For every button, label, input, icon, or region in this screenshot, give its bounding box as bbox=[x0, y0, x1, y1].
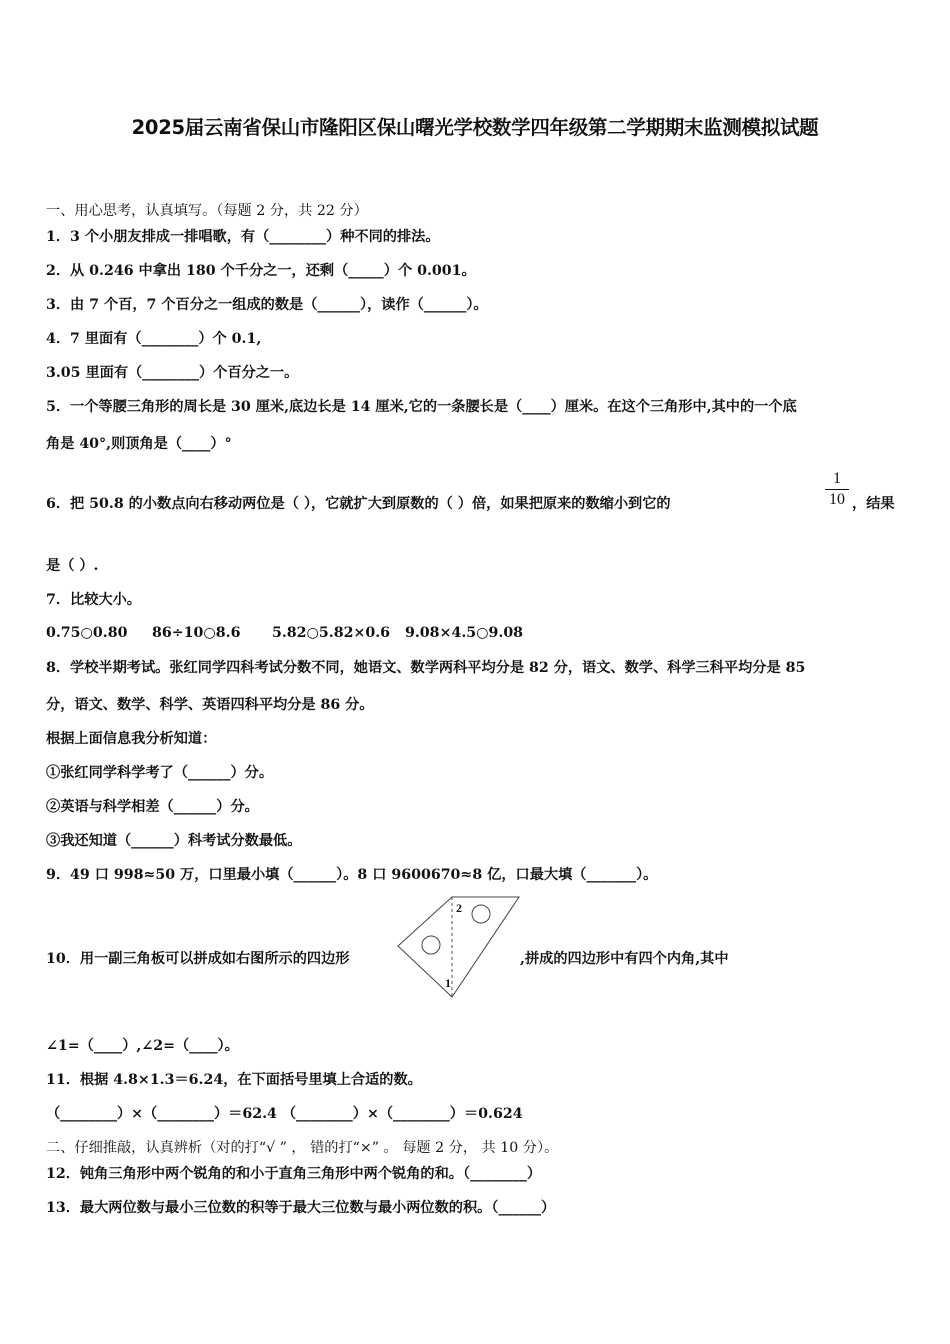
question-10-line-2: ∠1=（____）,∠2=（____）。 bbox=[46, 1038, 239, 1054]
question-8-line-2: 分，语文、数学、科学、英语四科平均分是 86 分。 bbox=[46, 697, 374, 713]
angle-label-2: 2 bbox=[456, 901, 462, 915]
question-10-tail: ,拼成的四边形中有四个内角,其中 bbox=[520, 951, 729, 967]
question-4-line-2: 3.05 里面有（________）个百分之一。 bbox=[46, 365, 299, 381]
section-2-heading: 二、仔细推敲，认真辨析（对的打“√ ” ， 错的打“×” 。 每题 2 分， 共 10 分）。 bbox=[46, 1140, 559, 1156]
compare-item: 0.75○0.80 bbox=[46, 625, 128, 641]
question-13: 13．最大两位数与最小三位数的积等于最大三位数与最小两位数的积。（______） bbox=[46, 1200, 556, 1216]
question-11: 11．根据 4.8×1.3＝6.24，在下面括号里填上合适的数。 bbox=[46, 1072, 422, 1088]
compare-item: 86÷10○8.6 bbox=[152, 625, 241, 641]
question-11-blanks: （________）×（________）＝62.4 （________）×（________）＝0.624 bbox=[46, 1106, 523, 1122]
quadrilateral-figure bbox=[395, 893, 525, 1007]
question-7: 7．比较大小。 bbox=[46, 592, 141, 608]
question-12: 12．钝角三角形中两个锐角的和小于直角三角形中两个锐角的和。（________） bbox=[46, 1166, 542, 1182]
fraction-bar bbox=[825, 489, 849, 490]
question-8-sub-1: ①张红同学科学考了（______）分。 bbox=[46, 765, 274, 781]
question-6-tail: ，结果 bbox=[852, 496, 895, 512]
compare-item: 9.08×4.5○9.08 bbox=[405, 625, 524, 641]
question-8-sub-3: ③我还知道（______）科考试分数最低。 bbox=[46, 833, 302, 849]
question-6-line-1: 6．把 50.8 的小数点向右移动两位是（ ），它就扩大到原数的（ ）倍，如果把原来的数缩小到它的 bbox=[46, 496, 671, 512]
page-title: 2025届云南省保山市隆阳区保山曙光学校数学四年级第二学期期末监测模拟试题 bbox=[131, 116, 819, 139]
question-8-line-1: 8．学校半期考试。张红同学四科考试分数不同，她语文、数学两科平均分是 82 分，语文、数学、科学三科平均分是 85 bbox=[46, 660, 806, 676]
fraction-numerator: 1 bbox=[833, 470, 841, 487]
angle-label-1: 1 bbox=[445, 976, 451, 990]
fraction-denominator: 10 bbox=[829, 491, 845, 508]
section-1-heading: 一、用心思考，认真填写。（每题 2 分，共 22 分） bbox=[46, 203, 368, 219]
circle-hole-right bbox=[472, 905, 490, 923]
question-5-line-1: 5．一个等腰三角形的周长是 30 厘米,底边长是 14 厘米,它的一条腰长是（____）厘米。在这个三角形中,其中的一个底 bbox=[46, 399, 797, 415]
compare-item: 5.82○5.82×0.6 bbox=[272, 625, 391, 641]
question-2: 2．从 0.246 中拿出 180 个千分之一，还剩（_____）个 0.001。 bbox=[46, 263, 476, 279]
question-9: 9．49 口 998≈50 万，口里最小填（______）。8 口 9600670≈8 亿，口最大填（_______）。 bbox=[46, 867, 658, 883]
question-1: 1．3 个小朋友排成一排唱歌，有（________）种不同的排法。 bbox=[46, 229, 440, 245]
question-5-line-2: 角是 40°,则顶角是（____）° bbox=[46, 436, 232, 452]
circle-hole-left bbox=[422, 936, 440, 954]
question-7-items bbox=[46, 623, 523, 643]
question-8-line-3: 根据上面信息我分析知道： bbox=[46, 731, 217, 747]
question-3: 3．由 7 个百，7 个百分之一组成的数是（______），读作（______）。 bbox=[46, 297, 488, 313]
question-4-line-1: 4．7 里面有（________）个 0.1, bbox=[46, 331, 262, 347]
fraction-one-tenth bbox=[825, 470, 849, 509]
question-10-line-1: 10．用一副三角板可以拼成如右图所示的四边形 bbox=[46, 951, 350, 967]
question-6-line-2: 是（ ）. bbox=[46, 558, 99, 574]
question-8-sub-2: ②英语与科学相差（______）分。 bbox=[46, 799, 259, 815]
